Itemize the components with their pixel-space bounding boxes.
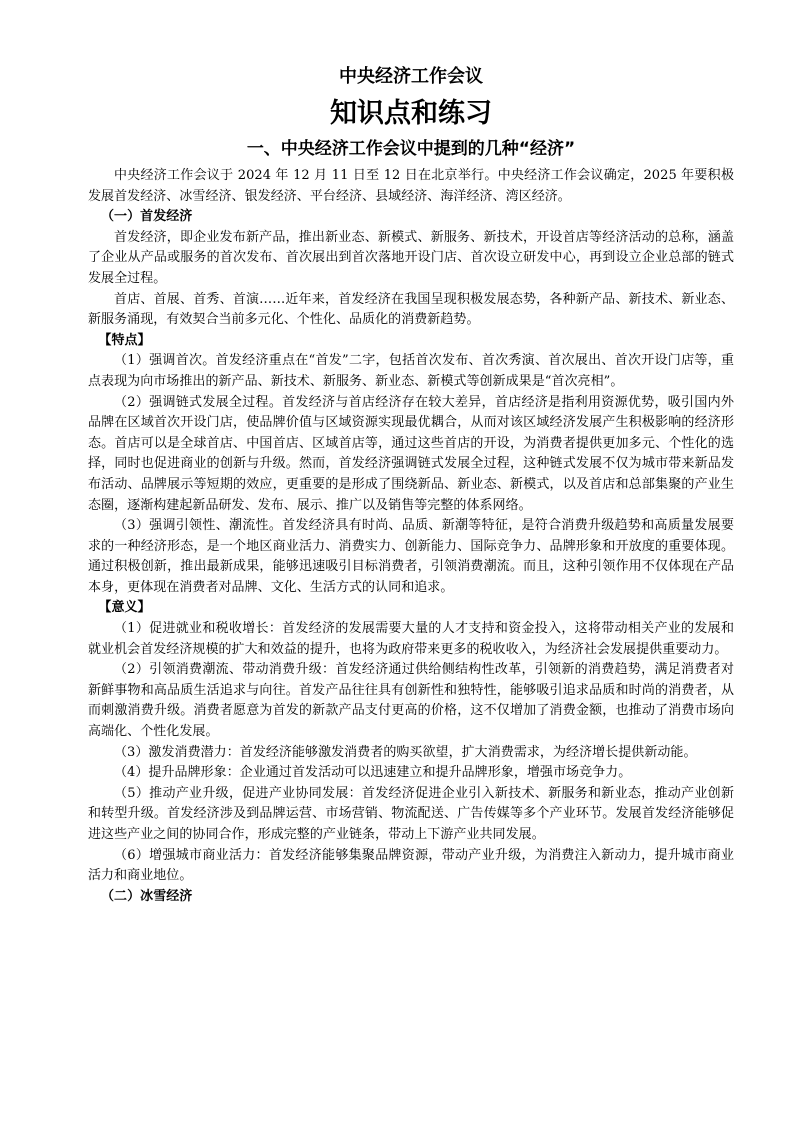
significance-item: （5）推动产业升级，促进产业协同发展：首发经济促进企业引入新技术、新服务和新业态，推动产业创新和转型升级。首发经济涉及到品牌运营、市场营销、物流配送、广告传媒等多个产业环节。发展首发经济能够促进这些产业之间的协同合作，形成完整的产业链条，带动上下游产业共同发展。 [88, 785, 734, 842]
subsection-heading: （一）首发经济 [101, 209, 193, 225]
body-paragraph: 首店、首展、首秀、首演……近年来，首发经济在我国呈现积极发展态势，各种新产品、新技术、新业态、新服务涌现，有效契合当前多元化、个性化、品质化的消费新趋势。 [88, 291, 734, 328]
document-title: 中央经济工作会议 [339, 66, 483, 87]
features-tag: 【特点】 [98, 332, 151, 348]
feature-item: （1）强调首次。首发经济重点在“首发”二字，包括首次发布、首次秀演、首次展出、首次开设门店等，重点表现为向市场推出的新产品、新技术、新服务、新业态、新模式等创新成果是“首次亮相”。 [88, 353, 734, 389]
feature-item: （3）强调引领性、潮流性。首发经济具有时尚、品质、新潮等特征，是符合消费升级趋势和高质量发展要求的一种经济形态，是一个地区商业活力、消费实力、创新能力、国际竞争力、品牌形象和开放度的重要体现。通过积极创新，推出最新成果，能够迅速吸引目标消费者，引领消费潮流。而且，这种引领作用不仅体现在产品本身，更体现在消费者对品牌、文化、生活方式的认同和追求。 [88, 518, 734, 595]
significance-tag: 【意义】 [98, 600, 151, 616]
significance-item: （2）引领消费潮流、带动消费升级：首发经济通过供给侧结构性改革，引领新的消费趋势，满足消费者对新鲜事物和高品质生活追求与向往。首发产品往往具有创新性和独特性，能够吸引追求品质和时尚的消费者，从而刺激消费升级。消费者愿意为首发的新款产品支付更高的价格，这不仅增加了消费金额，也推动了消费市场向高端化、个性化发展。 [88, 662, 734, 740]
feature-item: （2）强调链式发展全过程。首发经济与首店经济存在较大差异，首店经济是指利用资源优势，吸引国内外品牌在区域首次开设门店，使品牌价值与区域资源实现最优耦合，从而对该区域经济发展产生积极影响的经济形态。首店可以是全球首店、中国首店、区域首店等，通过这些首店的开设，为消费者提供更加多元、个性化的选择，同时也促进商业的创新与升级。然而，首发经济强调链式发展全过程，这种链式发展不仅为城市带来新品发布活动、品牌展示等短期的效应，更重要的是形成了围绕新品、新业态、新模式，以及首店和总部集聚的产业生态圈，逐渐构建起新品研发、发布、展示、推广以及销售等完整的体系网络。 [88, 394, 734, 513]
document-subtitle: 知识点和练习 [330, 98, 492, 129]
significance-item: （6）增强城市商业活力：首发经济能够集聚品牌资源，带动产业升级，为消费注入新动力，提升城市商业活力和商业地位。 [88, 847, 734, 884]
section-heading: 一、中央经济工作会议中提到的几种“经济” [246, 139, 576, 159]
significance-item: （1）促进就业和税收增长：首发经济的发展需要大量的人才支持和资金投入，这将带动相关产业的发展和就业机会首发经济规模的扩大和效益的提升，也将为政府带来更多的税收收入，为经济社会发展提供重要动力。 [88, 621, 734, 657]
subsection-heading: （二）冰雪经济 [101, 888, 193, 904]
significance-item: （4）提升品牌形象：企业通过首发活动可以迅速建立和提升品牌形象，增强市场竞争力。 [114, 765, 632, 781]
document-page [88, 64, 734, 907]
intro-paragraph: 中央经济工作会议于 2024 年 12 月 11 日至 12 日在北京举行。中央经济工作会议确定，2025 年要积极发展首发经济、冰雪经济、银发经济、平台经济、县域经济、海洋经济、湾区经济。 [88, 168, 734, 204]
significance-item: （3）激发消费潜力：首发经济能够激发消费者的购买欲望，扩大消费需求，为经济增长提供新动能。 [114, 744, 697, 760]
body-paragraph: 首发经济，即企业发布新产品，推出新业态、新模式、新服务、新技术，开设首店等经济活动的总称，涵盖了企业从产品或服务的首次发布、首次展出到首次落地开设门店、首次设立研发中心，再到设立企业总部的链式发展全过程。 [88, 229, 734, 286]
